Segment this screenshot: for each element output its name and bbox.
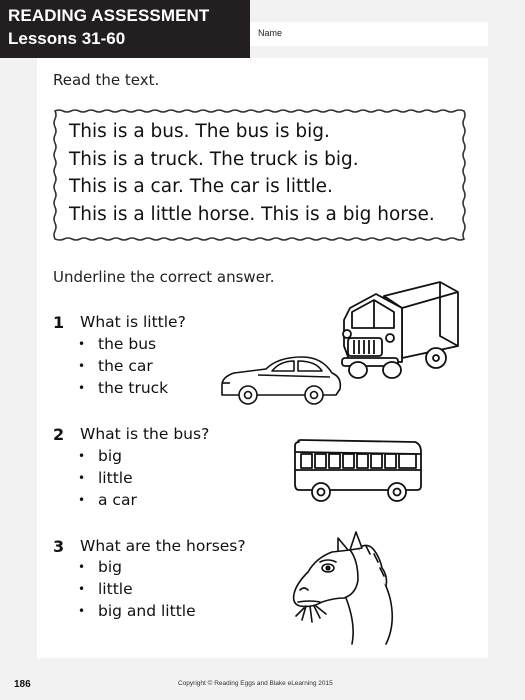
truck-drawing xyxy=(340,278,462,380)
page-number: 186 xyxy=(14,679,31,690)
car-drawing xyxy=(218,353,344,407)
question-2-option[interactable]: • a car xyxy=(78,491,137,509)
reading-line: This is a truck. The truck is big. xyxy=(69,148,359,170)
question-2-option[interactable]: • big xyxy=(78,447,122,465)
horse-drawing xyxy=(286,528,406,648)
copyright-text: Copyright © Reading Eggs and Blake eLearning 2015 xyxy=(178,680,333,687)
question-1-text: What is little? xyxy=(80,313,186,331)
question-2-option[interactable]: • little xyxy=(78,469,133,487)
reading-text xyxy=(69,118,435,228)
question-1-option[interactable]: • the car xyxy=(78,357,153,375)
question-2-number: 2 xyxy=(53,425,65,444)
read-instruction: Read the text. xyxy=(53,71,160,89)
reading-line: This is a car. The car is little. xyxy=(69,176,333,197)
question-1-option[interactable]: • the bus xyxy=(78,335,157,353)
question-2-text: What is the bus? xyxy=(80,425,210,443)
question-1-number: 1 xyxy=(53,313,65,332)
question-3-option[interactable]: • big and little xyxy=(78,602,196,620)
question-1-option[interactable]: • the truck xyxy=(78,379,169,397)
name-field[interactable] xyxy=(250,22,488,46)
question-3-option[interactable]: • big xyxy=(78,558,122,576)
question-3-option[interactable]: • little xyxy=(78,580,133,598)
bus-drawing xyxy=(293,436,423,506)
assessment-title: READING ASSESSMENT xyxy=(8,6,210,25)
question-3-number: 3 xyxy=(53,537,65,556)
underline-instruction: Underline the correct answer. xyxy=(53,268,275,286)
reading-text-box xyxy=(53,108,467,242)
reading-line: This is a little horse. This is a big horse. xyxy=(69,203,435,225)
question-3-text: What are the horses? xyxy=(80,537,246,555)
title-banner xyxy=(0,0,250,58)
reading-line: This is a bus. The bus is big. xyxy=(69,121,330,142)
name-label: Name xyxy=(258,28,283,38)
lessons-subtitle: Lessons 31-60 xyxy=(8,29,126,48)
